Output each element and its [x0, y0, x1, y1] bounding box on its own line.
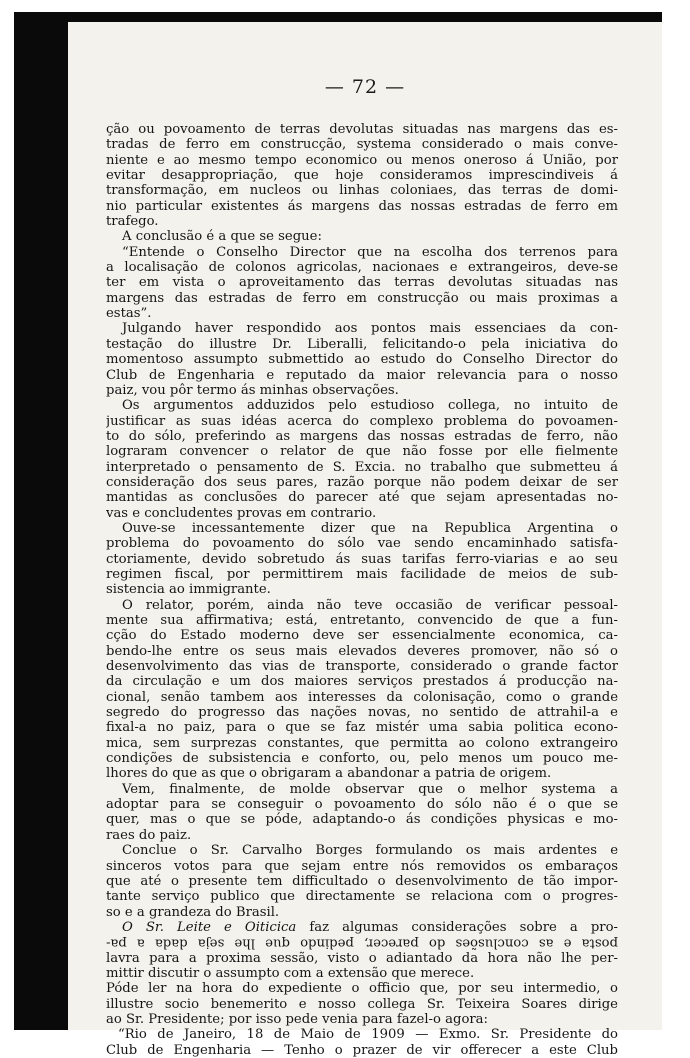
text-line: regimen fiscal, por permittirem mais facilidade de meios de sub-: [106, 566, 618, 582]
text-line: mantidas as conclusões do parecer até que sejam apresentadas no-: [106, 490, 618, 506]
text-line: a localisação de colonos agricolas, nacionaes e extrangeiros, deve-se: [106, 260, 618, 276]
body-text: [106, 122, 618, 1058]
text-line: tante serviço publico que directamente se relaciona com o progres-: [106, 889, 618, 905]
text-line: estas”.: [106, 306, 152, 322]
text-line: margens das estradas de ferro em construcção ou mais proximas a: [106, 290, 618, 306]
text-line: to do sólo, preferindo as margens das nossas estradas de ferro, não: [106, 428, 618, 444]
text-line: so e a grandeza do Brasil.: [106, 904, 280, 920]
text-line: evitar desappropriação, que hoje consideramos imprescindiveis á: [106, 168, 618, 184]
text-line: Póde ler na hora do expediente o officio que, por seu intermedio, o: [106, 981, 618, 997]
text-line: lhores do que as que o obrigaram a abandonar a patria de origem.: [106, 766, 552, 782]
text-line: nio particular existentes ás margens das nossas estradas de ferro em: [106, 198, 618, 214]
text-line-inverted: posta e as conclusões do parecer, pedindo que lhe seja dada a pa-: [106, 935, 618, 951]
text-line: ção ou povoamento de terras devolutas situadas nas margens das es-: [106, 122, 618, 137]
text-line: desenvolvimento das vias de transporte, considerado o grande factor: [106, 659, 618, 675]
text-line: mica, sem surprezas constantes, que permitta ao colono extrangeiro: [106, 735, 618, 751]
text-line: adoptar para se conseguir o povoamento do sólo não é o que se: [106, 797, 618, 813]
text-line: momentoso assumpto submettido ao estudo do Conselho Director do: [106, 352, 618, 368]
text-line: cção do Estado moderno deve ser essencialmente economica, ca-: [106, 628, 618, 644]
text-line: ter em vista o aproveitamento das terras devolutas situadas nas: [106, 275, 618, 291]
text-line: A conclusão é a que se segue:: [122, 229, 322, 245]
text-line: O relator, porém, ainda não teve occasião de verificar pessoal-: [122, 597, 618, 613]
document-page: [68, 22, 662, 1058]
text-line: testação do illustre Dr. Liberalli, felicitando-o pela iniciativa do: [106, 336, 618, 352]
text-line: justificar as suas idéas acerca do complexo problema do povoamen-: [106, 413, 618, 429]
text-line: transformação, em nucleos ou linhas coloniaes, das terras de domi-: [106, 183, 618, 199]
text-line: tradas de ferro em construcção, systema considerado o mais conve-: [106, 137, 618, 153]
speaker-line: [106, 920, 618, 935]
text-line: fixal-a no paiz, para o que se faz mistér uma sabia politica econo-: [106, 720, 618, 736]
text-line: bendo-lhe entre os seus mais elevados deveres promover, não só o: [106, 643, 618, 659]
text-line: lavra para a proxima sessão, visto o adiantado da hora não lhe per-: [106, 950, 618, 966]
text-line: condições de subsistencia e conforto, ou, pelo menos um pouco me-: [106, 751, 618, 767]
text-line: consideração dos seus pares, razão porque não podem deixar de ser: [106, 474, 618, 490]
text-line: trafego.: [106, 214, 159, 230]
text-line: raes do paiz.: [106, 827, 192, 843]
text-line: quer, mas o que se póde, adaptando-o ás condições physicas e mo-: [106, 812, 618, 828]
text-line: sinceros votos para que sejam entre nós removidos os embaraços: [106, 858, 618, 874]
page-number: — 72 —: [324, 76, 406, 98]
text-line: problema do povoamento do sólo vae sendo encaminhado satisfa-: [106, 536, 618, 552]
text-line: Club de Engenharia — Tenho o prazer de vir offerecer a este Club: [106, 1042, 618, 1058]
text-line: Vem, finalmente, de molde observar que o melhor systema a: [122, 781, 618, 797]
text-line: “Entende o Conselho Director que na escolha dos terrenos para: [122, 244, 618, 260]
text-line: Os argumentos adduzidos pelo estudioso collega, no intuito de: [122, 398, 618, 414]
text-line: paiz, vou pôr termo ás minhas observações.: [106, 382, 399, 398]
text-line: mittir discutir o assumpto com a extensão que merece.: [106, 965, 475, 981]
text-line: segredo do progresso das nações novas, no sentido de attrahil-a e: [106, 705, 618, 721]
text-line: illustre socio benemerito e nosso collega Sr. Teixeira Soares dirige: [106, 996, 618, 1012]
text-line: mente sua affirmativa; está, entretanto, convencido de que a fun-: [106, 613, 618, 628]
text-line: “Rio de Janeiro, 18 de Maio de 1909 — Exmo. Sr. Presidente do: [118, 1027, 618, 1043]
text-line: interpretado o pensamento de S. Excia. no trabalho que submetteu á: [106, 459, 618, 475]
text-line: sistencia ao immigrante.: [106, 582, 271, 598]
text-line: niente e ao mesmo tempo economico ou menos oneroso á União, por: [106, 152, 618, 168]
text-line: Conclue o Sr. Carvalho Borges formulando os mais ardentes e: [122, 843, 618, 859]
text-line: Club de Engenharia e reputado da maior relevancia para o nosso: [106, 367, 618, 383]
text-line: Ouve-se incessantemente dizer que na Republica Argentina o: [122, 520, 618, 536]
text-line: cional, senão tambem aos interesses da colonisação, como o grande: [106, 689, 618, 705]
text-line: vas e concludentes provas em contrario.: [106, 505, 377, 521]
text-line: ao Sr. Presidente; por isso pede venia para fazel-o agora:: [106, 1011, 488, 1027]
text-line: da circulação e um dos maiores serviços prestados á producção na-: [106, 674, 618, 690]
text-line: que até o presente tem difficultado o desenvolvimento de tão impor-: [106, 873, 618, 889]
text-line: Julgando haver respondido aos pontos mais essenciaes da con-: [122, 321, 618, 337]
text-line: lograram convencer o relator de que não fosse por elle fielmente: [106, 444, 618, 460]
speaker-name: O Sr. Leite e Oiticica: [122, 919, 297, 935]
speaker-text: faz algumas considerações sobre a pro-: [309, 919, 618, 935]
text-line: ctoriamente, devido sobretudo ás suas tarifas ferro-viarias e ao seu: [106, 551, 618, 567]
page-border: [14, 12, 662, 1058]
